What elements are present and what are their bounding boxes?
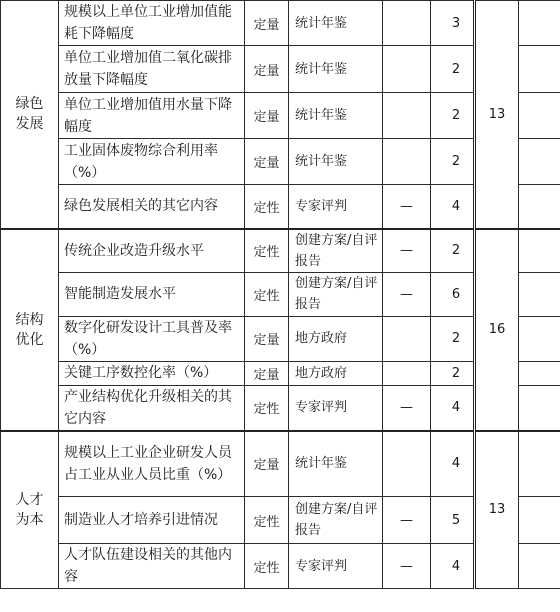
category-cell	[1, 431, 59, 589]
empty-cell	[519, 361, 560, 385]
data-source: 专家评判	[289, 185, 383, 229]
empty-cell	[519, 185, 560, 229]
indicator-name: 工业固体废物综合利用率（%）	[59, 139, 245, 185]
empty-cell	[519, 229, 560, 273]
indicator-type: 定性	[245, 229, 289, 273]
table-row	[1, 431, 560, 497]
data-source: 统计年鉴	[289, 139, 383, 185]
section-total: 16	[475, 229, 519, 431]
indicator-type: 定性	[245, 385, 289, 431]
empty-cell	[519, 139, 560, 185]
score-cell: 2	[431, 229, 475, 273]
indicator-type: 定量	[245, 1, 289, 46]
score-cell: 2	[431, 361, 475, 385]
table-row	[1, 229, 560, 273]
indicator-type: 定性	[245, 497, 289, 544]
category-label-line: 发展	[15, 116, 44, 133]
indicator-type: 定量	[245, 361, 289, 385]
data-source: 统计年鉴	[289, 431, 383, 497]
dash-cell	[383, 431, 431, 497]
data-source: 创建方案/自评报告	[289, 229, 383, 273]
empty-cell	[519, 544, 560, 589]
category-label-line: 为本	[15, 511, 44, 528]
data-source: 创建方案/自评报告	[289, 497, 383, 544]
score-cell: 2	[431, 139, 475, 185]
indicator-name: 人才队伍建设相关的其他内容	[59, 544, 245, 589]
category-cell	[1, 1, 59, 229]
indicator-type: 定性	[245, 185, 289, 229]
dash-cell	[383, 93, 431, 139]
score-cell: 4	[431, 544, 475, 589]
dash-cell	[383, 139, 431, 185]
score-cell: 5	[431, 497, 475, 544]
data-source: 统计年鉴	[289, 1, 383, 46]
indicator-name: 智能制造发展水平	[59, 272, 245, 316]
empty-cell	[519, 93, 560, 139]
score-cell: 4	[431, 385, 475, 431]
score-cell: 2	[431, 316, 475, 361]
dash-cell	[383, 1, 431, 46]
score-cell: 2	[431, 46, 475, 93]
dash-cell	[383, 46, 431, 93]
score-cell: 4	[431, 431, 475, 497]
score-cell: 4	[431, 185, 475, 229]
dash-cell: —	[383, 544, 431, 589]
indicator-name: 单位工业增加值用水量下降幅度	[59, 93, 245, 139]
score-cell: 2	[431, 93, 475, 139]
category-label-line: 绿色	[15, 96, 44, 113]
data-source: 专家评判	[289, 385, 383, 431]
indicator-name: 制造业人才培养引进情况	[59, 497, 245, 544]
empty-cell	[519, 431, 560, 497]
category-cell	[1, 229, 59, 431]
data-source: 地方政府	[289, 316, 383, 361]
data-source: 创建方案/自评报告	[289, 272, 383, 316]
indicator-name: 产业结构优化升级相关的其它内容	[59, 385, 245, 431]
indicator-type: 定性	[245, 544, 289, 589]
dash-cell	[383, 316, 431, 361]
dash-cell: —	[383, 185, 431, 229]
empty-cell	[519, 497, 560, 544]
empty-cell	[519, 316, 560, 361]
empty-cell	[519, 1, 560, 46]
indicator-name: 规模以上工业企业研发人员占工业从业人员比重（%）	[59, 431, 245, 497]
indicator-name: 绿色发展相关的其它内容	[59, 185, 245, 229]
dash-cell: —	[383, 385, 431, 431]
dash-cell: —	[383, 229, 431, 273]
indicator-name: 规模以上单位工业增加值能耗下降幅度	[59, 1, 245, 46]
dash-cell: —	[383, 497, 431, 544]
empty-cell	[519, 385, 560, 431]
section-total: 13	[475, 1, 519, 229]
indicator-type: 定量	[245, 93, 289, 139]
category-label-line: 结构	[15, 311, 44, 328]
indicator-type: 定量	[245, 139, 289, 185]
category-label-line: 优化	[15, 331, 44, 348]
dash-cell	[383, 361, 431, 385]
indicator-type: 定性	[245, 272, 289, 316]
category-label-line: 人才	[15, 491, 44, 508]
table-row	[1, 1, 560, 46]
data-source: 统计年鉴	[289, 46, 383, 93]
empty-cell	[519, 272, 560, 316]
indicator-name: 数字化研发设计工具普及率（%）	[59, 316, 245, 361]
table-body	[1, 1, 560, 589]
data-source: 地方政府	[289, 361, 383, 385]
score-cell: 6	[431, 272, 475, 316]
empty-cell	[519, 46, 560, 93]
indicator-name: 单位工业增加值二氧化碳排放量下降幅度	[59, 46, 245, 93]
section-total: 13	[475, 431, 519, 589]
indicator-type: 定量	[245, 431, 289, 497]
data-source: 统计年鉴	[289, 93, 383, 139]
indicator-type: 定量	[245, 316, 289, 361]
score-cell: 3	[431, 1, 475, 46]
indicator-name: 传统企业改造升级水平	[59, 229, 245, 273]
indicator-type: 定量	[245, 46, 289, 93]
dash-cell: —	[383, 272, 431, 316]
indicator-name: 关键工序数控化率（%）	[59, 361, 245, 385]
data-source: 专家评判	[289, 544, 383, 589]
